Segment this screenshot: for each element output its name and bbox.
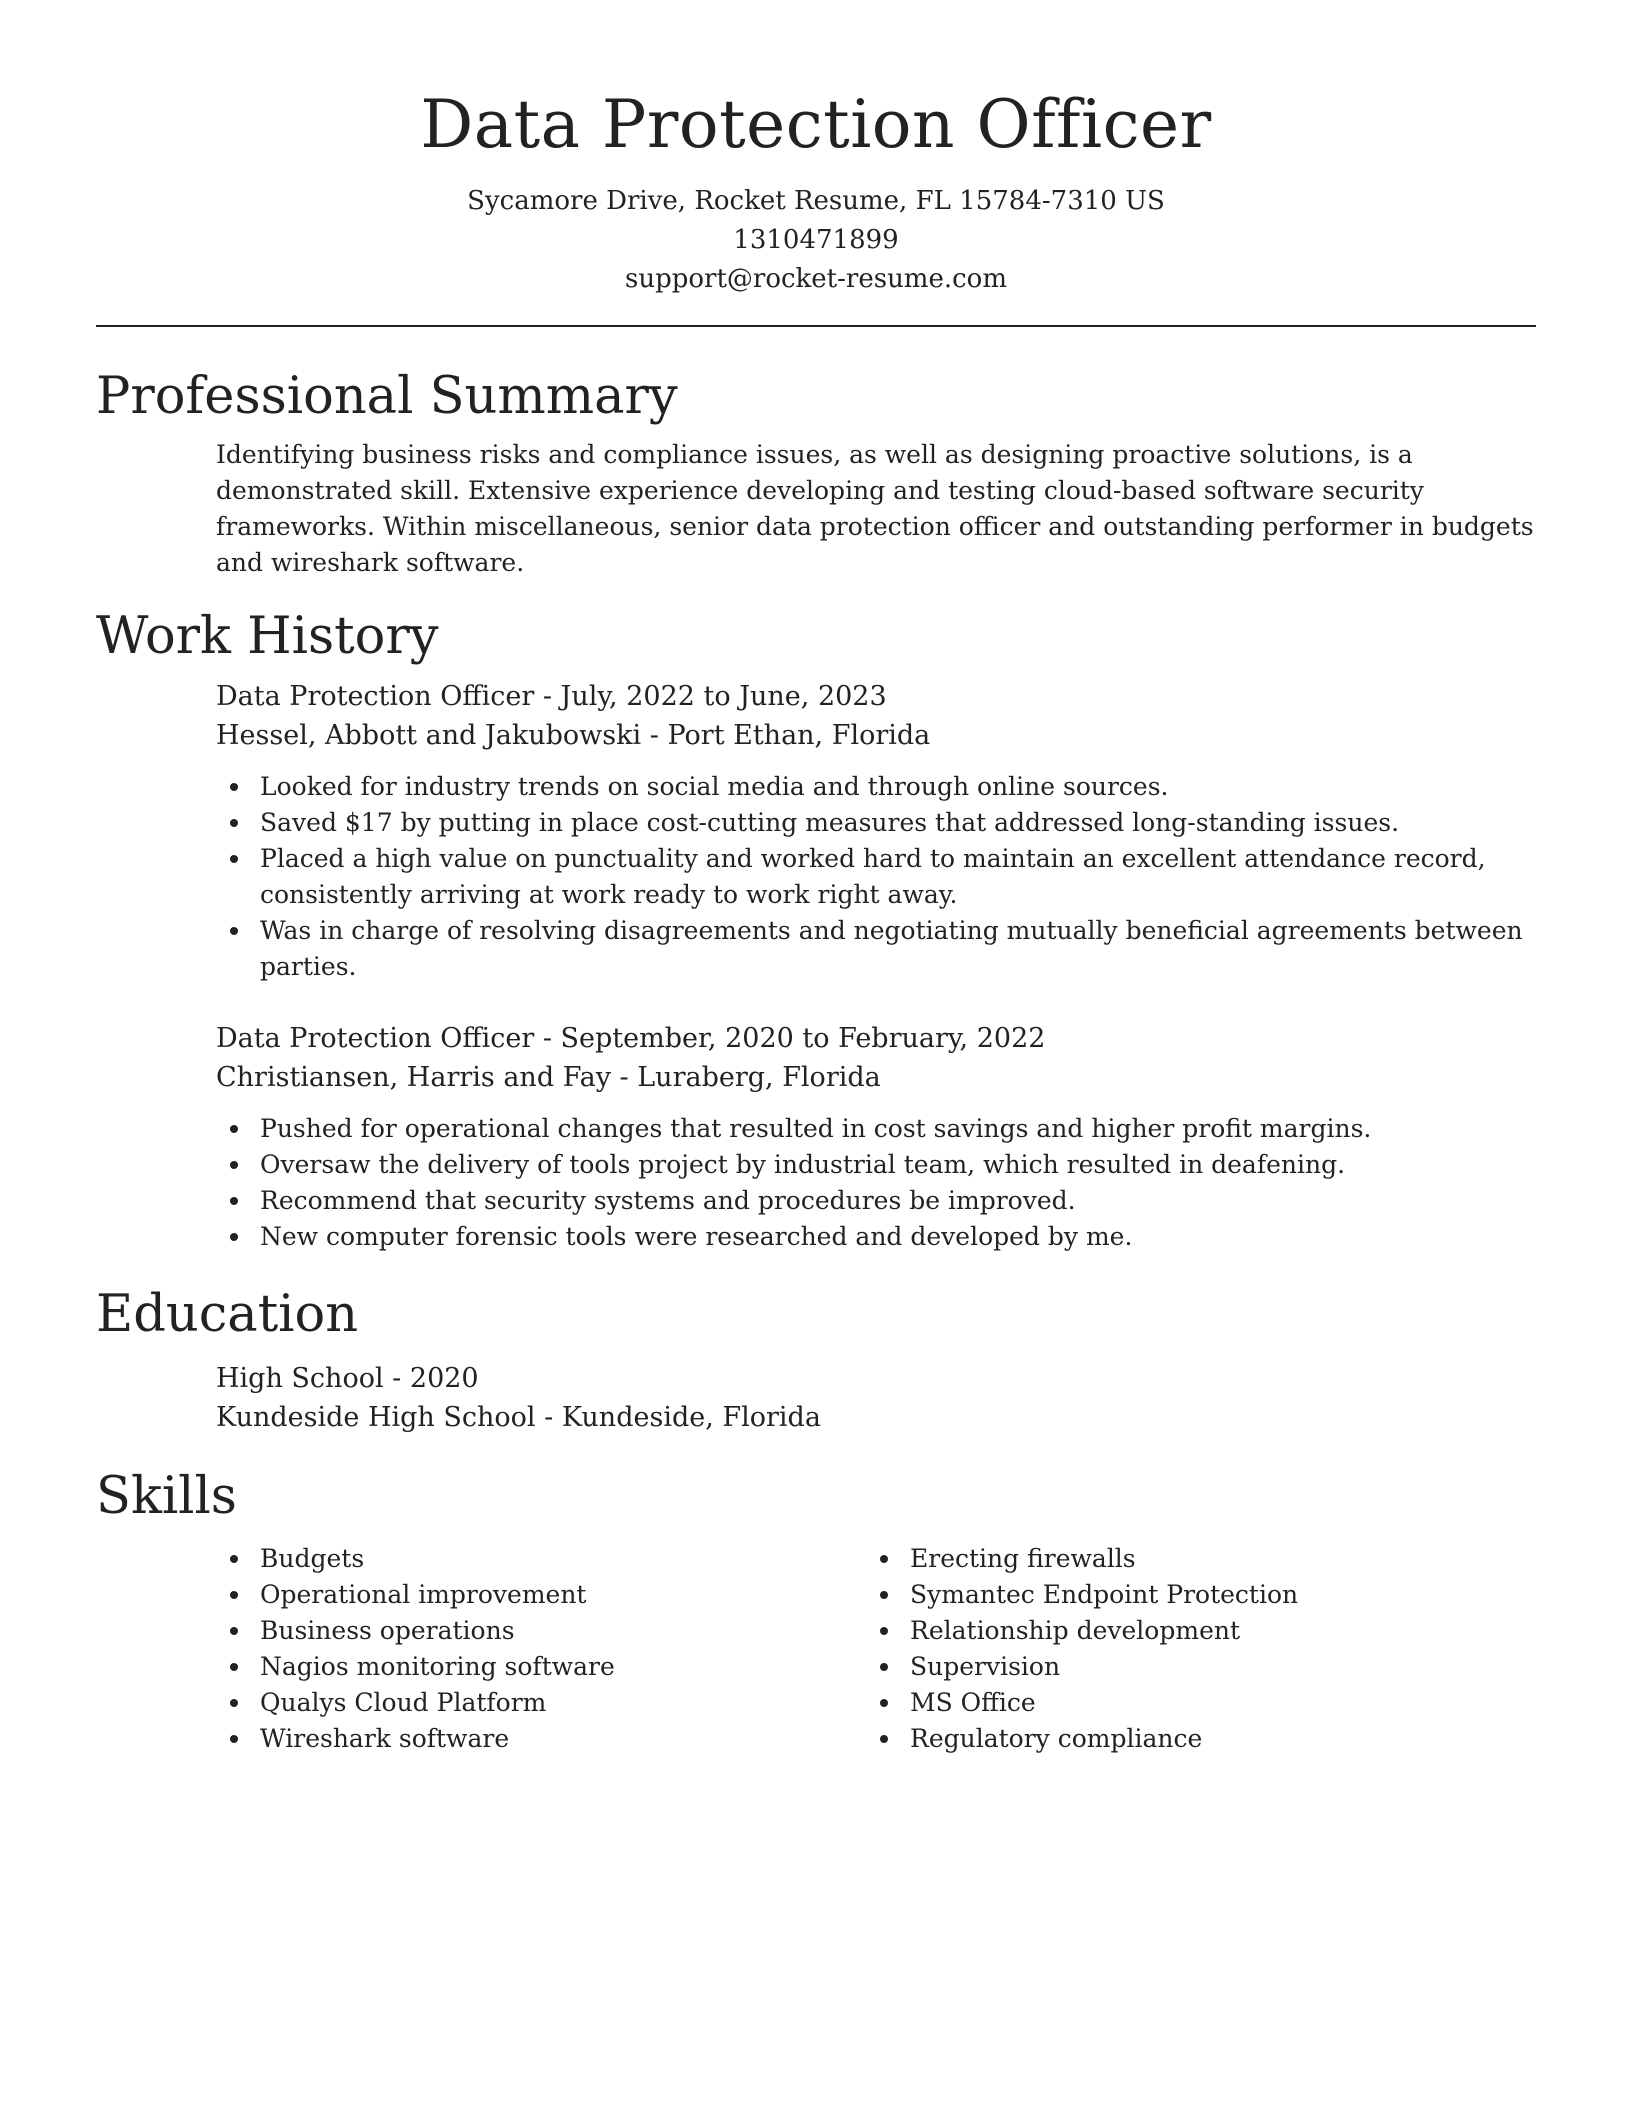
job-employer-line [216,1058,1536,1097]
bullet-text: Looked for industry trends on social media and through online sources. [260,772,1169,801]
bullet-icon [230,1699,238,1707]
separator: - [535,1402,562,1433]
separator: - [641,720,668,751]
job-bullets [216,769,1536,985]
skill-text: Relationship development [910,1616,1241,1645]
education-degree: High School [216,1363,384,1394]
work-history-section [96,603,1536,1255]
bullet-icon [880,1735,888,1743]
bullet-text: Was in charge of resolving disagreements and negotiating mutually beneficial agreements between parties. [260,916,1523,981]
contact-email: support@rocket-resume.com [624,264,1007,294]
bullet-icon [230,1555,238,1563]
bullet-icon [880,1627,888,1635]
list-item [216,1147,1536,1183]
education-title: Education [96,1285,359,1344]
header-divider [96,325,1536,327]
bullet-text: Oversaw the delivery of tools project by industrial team, which resulted in deafening. [260,1150,1346,1179]
list-item [866,1649,1516,1685]
work-history-body [216,677,1536,1255]
job-entry [216,1019,1536,1255]
list-item [216,769,1536,805]
bullet-icon [230,783,238,791]
education-year: 2020 [409,1363,479,1394]
list-item [216,1183,1536,1219]
contact-phone: 1310471899 [733,225,899,255]
list-item [866,1577,1516,1613]
job-title-line [216,1019,1536,1058]
skill-text: Erecting firewalls [910,1544,1136,1573]
education-body [216,1359,1536,1437]
bullet-icon [230,927,238,935]
list-item [216,1219,1536,1255]
summary-text: Identifying business risks and compliance issues, as well as designing proactive solutions, is a demonstrated skill. Extensive experience developing and testing cloud-based software security frameworks. Within miscellaneous, senior data protection officer and outstanding performer in budgets and wireshark software. [216,440,1534,577]
skills-list-right [866,1541,1516,1757]
bullet-icon [880,1591,888,1599]
education-location: Kundeside, Florida [561,1402,821,1433]
list-item [216,1111,1536,1147]
bullet-text: Saved $17 by putting in place cost-cutting measures that addressed long-standing issues. [260,808,1400,837]
bullet-icon [230,1161,238,1169]
list-item [216,1721,866,1757]
summary-body [216,437,1536,581]
bullet-icon [880,1699,888,1707]
job-role: Data Protection Officer [216,1023,535,1054]
list-item [216,913,1536,985]
bullet-icon [230,855,238,863]
resume-header [96,80,1536,299]
work-history-title: Work History [96,607,439,666]
contact-address: Sycamore Drive, Rocket Resume, FL 15784-7310 US [467,186,1165,216]
candidate-name: Data Protection Officer [420,86,1212,163]
skill-text: Wireshark software [260,1724,510,1753]
job-dates: September, 2020 to February, 2022 [560,1023,1046,1054]
skill-text: Nagios monitoring software [260,1652,615,1681]
separator: - [534,1023,561,1054]
separator: - [534,681,561,712]
skill-text: Regulatory compliance [910,1724,1203,1753]
list-item [866,1613,1516,1649]
job-role: Data Protection Officer [216,681,535,712]
separator: - [610,1062,638,1093]
list-item [866,1541,1516,1577]
list-item [216,1613,866,1649]
list-item [216,1649,866,1685]
summary-title: Professional Summary [96,367,678,426]
bullet-text: Recommend that security systems and procedures be improved. [260,1186,1076,1215]
bullet-text: New computer forensic tools were researched and developed by me. [260,1222,1133,1251]
education-school: Kundeside High School [216,1402,536,1433]
bullet-icon [230,1663,238,1671]
separator: - [383,1363,410,1394]
summary-section [96,363,1536,581]
bullet-icon [230,1735,238,1743]
skill-text: Operational improvement [260,1580,587,1609]
education-degree-line [216,1359,1536,1398]
bullet-icon [230,819,238,827]
bullet-text: Placed a high value on punctuality and worked hard to maintain an excellent attendance record, consistently arriving at work ready to work right away. [260,844,1486,909]
list-item [216,1541,866,1577]
bullet-icon [880,1555,888,1563]
job-bullets [216,1111,1536,1255]
skills-title: Skills [96,1467,237,1526]
skills-list-left [216,1541,866,1757]
bullet-icon [230,1197,238,1205]
job-entry [216,677,1536,985]
list-item [866,1721,1516,1757]
list-item [216,1685,866,1721]
skill-text: Symantec Endpoint Protection [910,1580,1299,1609]
skill-text: Budgets [260,1544,365,1573]
job-location: Port Ethan, Florida [667,720,931,751]
job-location: Luraberg, Florida [637,1062,881,1093]
list-item [866,1685,1516,1721]
job-employer-line [216,716,1536,755]
bullet-icon [230,1233,238,1241]
bullet-icon [880,1663,888,1671]
bullet-icon [230,1125,238,1133]
job-dates: July, 2022 to June, 2023 [560,681,887,712]
skills-column-left [216,1541,866,1757]
list-item [216,1577,866,1613]
job-employer: Christiansen, Harris and Fay [216,1062,611,1093]
bullet-text: Pushed for operational changes that resulted in cost savings and higher profit margins. [260,1114,1372,1143]
job-employer: Hessel, Abbott and Jakubowski [216,720,642,751]
skill-text: MS Office [910,1688,1036,1717]
skills-grid [216,1541,1536,1757]
education-section [96,1281,1536,1437]
bullet-icon [230,1627,238,1635]
contact-block [96,182,1536,299]
skill-text: Qualys Cloud Platform [260,1688,547,1717]
skills-column-right [866,1541,1516,1757]
list-item [216,841,1536,913]
skills-section [96,1463,1536,1757]
bullet-icon [230,1591,238,1599]
list-item [216,805,1536,841]
education-school-line [216,1398,1536,1437]
skill-text: Supervision [910,1652,1061,1681]
skill-text: Business operations [260,1616,515,1645]
job-title-line [216,677,1536,716]
